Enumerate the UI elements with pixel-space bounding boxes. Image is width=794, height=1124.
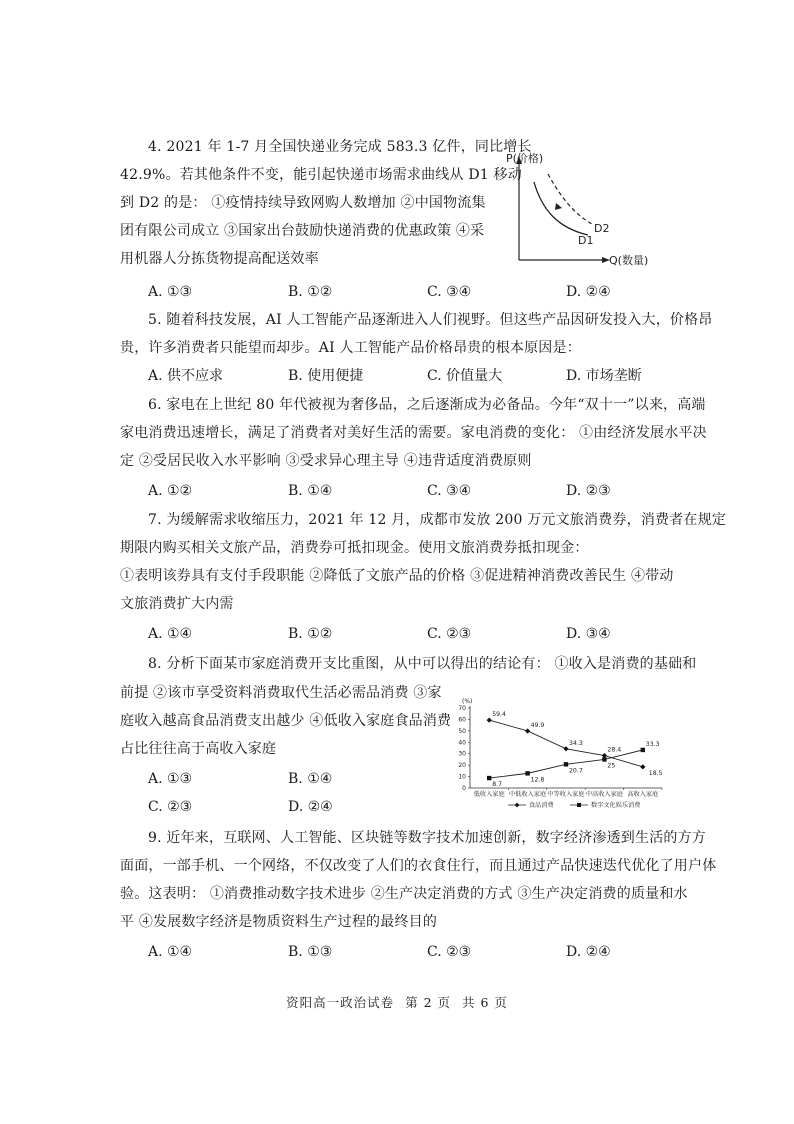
question-9-line: 平 ④发展数字经济是物质资料生产过程的最终目的 (120, 914, 438, 930)
legend-marker-food (515, 803, 520, 808)
chart-y-tick-label: 40 (458, 739, 466, 747)
option-d[interactable]: D. ②④ (566, 284, 611, 300)
question-7-line: 文旅消费扩大内需 (120, 596, 234, 612)
chart-point-food (487, 718, 492, 723)
chart-x-tick-label: 中低收入家庭 (509, 791, 547, 798)
question-9-line: 面面，一部手机、一个网络，不仅改变了人们的衣食住行，而且通过产品快速迭代优化了用户体 (120, 858, 717, 874)
question-7-line: ①表明该券具有支付手段职能 ②降低了文旅产品的价格 ③促进精神消费改善民生 ④带动 (120, 568, 674, 584)
question-4-line: 4. 2021 年 1-7 月全国快递业务完成 583.3 亿件，同比增长 (148, 139, 532, 155)
demand-curve-d2 (548, 174, 592, 224)
chart-point-digital (564, 762, 568, 766)
option-c[interactable]: C. 价值量大 (427, 368, 503, 384)
label-d1: D1 (578, 234, 594, 247)
option-a[interactable]: A. ①④ (148, 944, 193, 960)
page-footer (0, 993, 794, 1011)
chart-point-food (525, 728, 530, 733)
chart-data-label: 28.4 (607, 746, 622, 754)
option-c[interactable]: C. ③④ (427, 483, 472, 499)
question-8-line: 占比往往高于高收入家庭 (120, 741, 277, 757)
footer-title: 资阳高一政治试卷 (286, 995, 395, 1010)
footer-page: 第 2 页 (405, 995, 451, 1010)
question-7-line: 7. 为缓解需求收缩压力，2021 年 12 月，成都市发放 200 万元文旅消费券，消费者在规定 (148, 512, 727, 528)
option-b[interactable]: B. ①③ (288, 944, 333, 960)
chart-data-label: 34.3 (569, 739, 583, 747)
chart-data-label: 12.8 (530, 776, 545, 784)
question-8-line: 庭收入越高食品消费支出越少 ④低收入家庭食品消费 (120, 713, 452, 729)
option-a[interactable]: A. ①③ (148, 771, 193, 787)
option-c[interactable]: C. ②③ (427, 626, 472, 642)
option-b[interactable]: B. ①④ (288, 771, 333, 787)
chart-y-tick-label: 0 (462, 785, 466, 792)
chart-data-label: 20.7 (569, 767, 583, 775)
option-c[interactable]: C. ③④ (427, 284, 472, 300)
chart-data-label: 33.3 (645, 740, 660, 748)
chart-data-label: 25 (607, 762, 616, 770)
legend-label-digital: 数字文化娱乐消费 (591, 802, 641, 809)
question-7-line: 期限内购买相关文旅产品，消费券可抵扣现金。使用文旅消费券抵扣现金： (120, 540, 589, 556)
footer-total: 共 6 页 (461, 995, 508, 1010)
option-c[interactable]: C. ②③ (148, 799, 193, 815)
chart-x-tick-label: 中高收入家庭 (585, 791, 623, 798)
option-b[interactable]: B. ①② (288, 284, 333, 300)
chart-y-tick-label: 10 (458, 773, 466, 781)
shift-arrow (555, 203, 562, 210)
option-c[interactable]: C. ②③ (427, 944, 472, 960)
consumption-chart (448, 696, 678, 814)
chart-data-label: 18.5 (648, 769, 663, 777)
option-a[interactable]: A. ①② (148, 483, 193, 499)
chart-y-tick-label: 50 (458, 727, 466, 735)
question-5-line: 5. 随着科技发展，AI 人工智能产品逐渐进入人们视野。但这些产品因研发投入大，价格昂 (148, 312, 713, 328)
demand-curve-d1 (534, 182, 588, 235)
question-6-line: 6. 家电在上世纪 80 年代被视为奢侈品，之后逐渐成为必备品。今年“双十一”以来，高端 (148, 397, 706, 413)
chart-x-tick-label: 低收入家庭 (473, 791, 505, 798)
option-d[interactable]: D. ②④ (566, 944, 611, 960)
chart-x-tick-label: 中等收入家庭 (547, 791, 585, 798)
question-4-line: 团有限公司成立 ③国家出台鼓励快递消费的优惠政策 ④采 (120, 223, 485, 239)
chart-point-digital (525, 771, 529, 775)
question-9-line: 9. 近年来，互联网、人工智能、区块链等数字技术加速创新，数字经济渗透到生活的方方 (148, 830, 707, 846)
chart-point-food (563, 746, 568, 751)
y-axis-label: P(价格) (506, 152, 544, 165)
demand-curve-graph (500, 148, 660, 266)
option-b[interactable]: B. 使用便捷 (288, 368, 364, 384)
option-d[interactable]: D. ②④ (288, 799, 333, 815)
question-9-line: 验。这表明： ①消费推动数字技术进步 ②生产决定消费的方式 ③生产决定消费的质量和水 (120, 886, 688, 902)
chart-y-tick-label: 30 (458, 750, 466, 758)
question-8-line: 8. 分析下面某市家庭消费开支比重图，从中可以得出的结论有： ①收入是消费的基础和 (148, 656, 697, 672)
chart-point-digital (602, 757, 606, 761)
chart-point-food (640, 764, 645, 769)
option-b[interactable]: B. ①④ (288, 483, 333, 499)
chart-x-tick-label: 高收入家庭 (627, 791, 659, 798)
label-d2: D2 (594, 222, 610, 235)
legend-marker-digital (577, 803, 581, 807)
chart-y-unit: (%) (462, 698, 473, 705)
option-d[interactable]: D. ③④ (566, 626, 611, 642)
question-4-line: 到 D2 的是： ①疫情持续导致网购人数增加 ②中国物流集 (120, 195, 486, 211)
question-4-line: 用机器人分拣货物提高配送效率 (120, 251, 319, 267)
chart-y-tick-label: 60 (458, 716, 466, 724)
chart-y-tick-label: 20 (458, 762, 466, 770)
question-6-line: 家电消费迅速增长，满足了消费者对美好生活的需要。家电消费的变化： ①由经济发展水平决 (120, 425, 707, 441)
option-d[interactable]: D. ②③ (566, 483, 611, 499)
chart-data-label: 49.9 (530, 721, 545, 729)
legend-label-food: 食品消费 (529, 802, 554, 809)
chart-point-digital (641, 748, 645, 752)
question-5-line: 贵，许多消费者只能望而却步。AI 人工智能产品价格昂贵的根本原因是： (120, 340, 581, 356)
chart-series-line-0 (489, 720, 643, 770)
question-8-line: 前提 ②该市享受资料消费取代生活必需品消费 ③家 (120, 685, 442, 701)
question-6-line: 定 ②受居民收入水平影响 ③受求异心理主导 ④违背适度消费原则 (120, 453, 532, 469)
option-a[interactable]: A. ①④ (148, 626, 193, 642)
option-b[interactable]: B. ①② (288, 626, 333, 642)
chart-y-tick-label: 70 (458, 705, 466, 712)
chart-data-label: 59.4 (492, 711, 506, 719)
chart-point-digital (487, 776, 491, 780)
chart-data-label: 8.7 (492, 781, 503, 789)
option-d[interactable]: D. 市场垄断 (566, 368, 642, 384)
option-a[interactable]: A. ①③ (148, 284, 193, 300)
option-a[interactable]: A. 供不应求 (148, 368, 224, 384)
x-axis-label: Q(数量) (609, 254, 649, 266)
question-4-line: 42.9%。若其他条件不变，能引起快递市场需求曲线从 D1 移动 (120, 167, 522, 183)
